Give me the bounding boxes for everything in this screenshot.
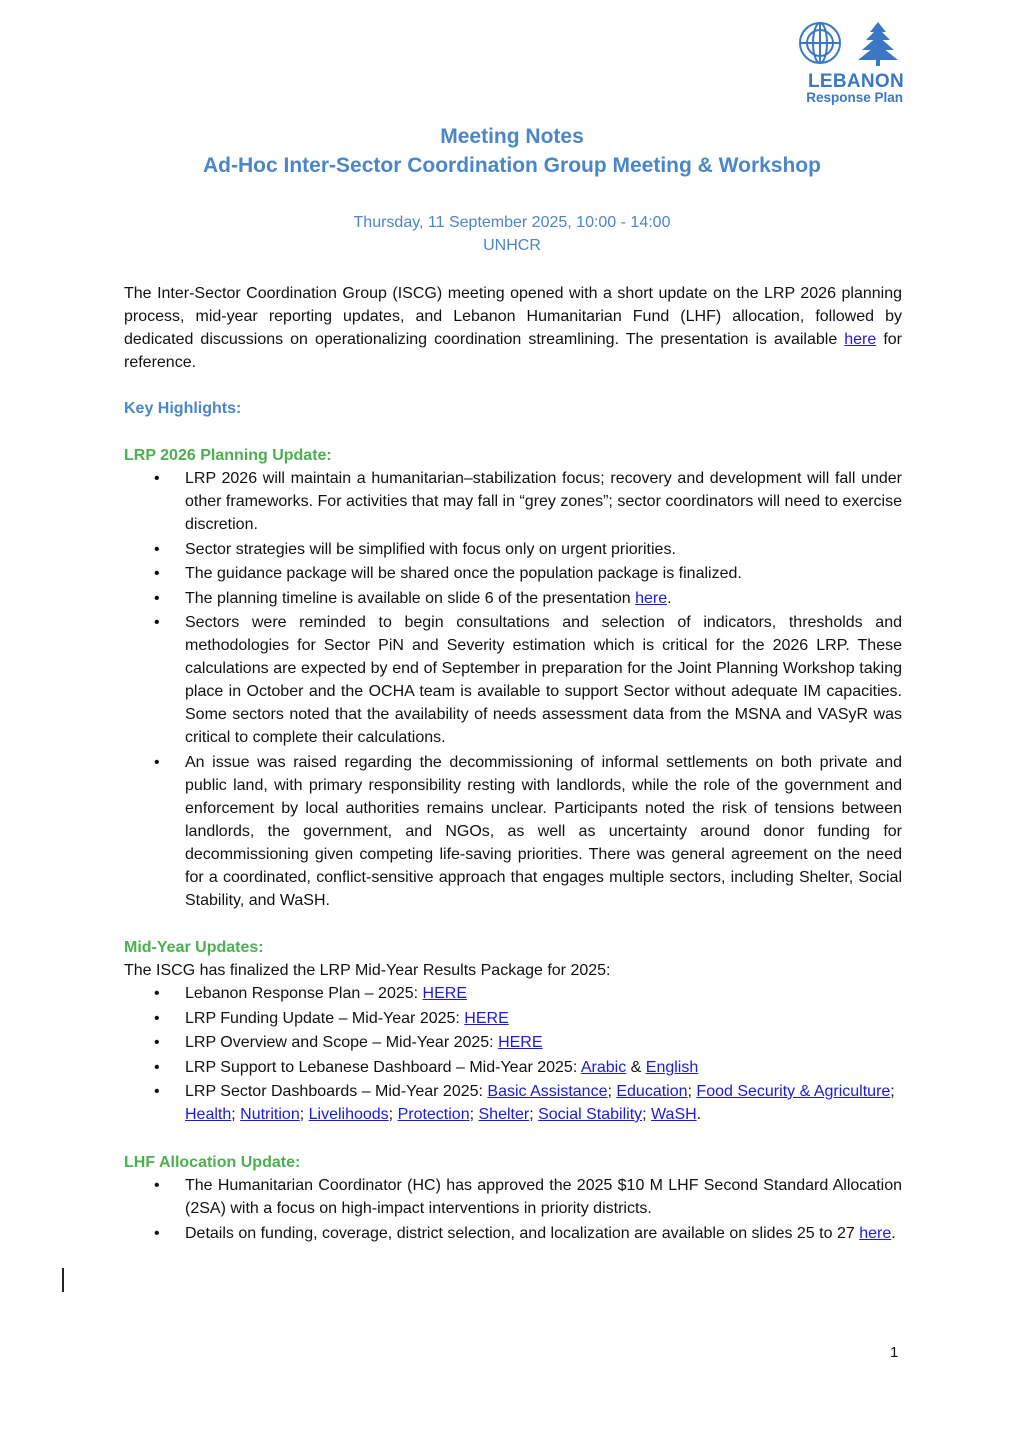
list-item bbox=[124, 1007, 902, 1030]
meeting-date: Thursday, 11 September 2025, 10:00 - 14:00 bbox=[353, 214, 671, 231]
resource-link[interactable]: Basic Assistance bbox=[487, 1083, 608, 1100]
separator: ; bbox=[231, 1106, 241, 1123]
lhf-heading: LHF Allocation Update: bbox=[124, 1154, 301, 1171]
bullet-icon: • bbox=[154, 985, 160, 1002]
lhf-section bbox=[124, 1151, 902, 1246]
resource-link[interactable]: Livelihoods bbox=[308, 1106, 389, 1123]
mid-year-list bbox=[124, 982, 902, 1126]
bullet-icon: • bbox=[154, 1058, 160, 1076]
resource-link[interactable]: English bbox=[645, 1058, 699, 1076]
here-link[interactable]: here bbox=[859, 1224, 892, 1242]
lrp-planning-heading: LRP 2026 Planning Update: bbox=[124, 447, 332, 464]
bullet-icon: • bbox=[154, 1224, 160, 1242]
list-item-text: The guidance package will be shared once the population package is finalized. bbox=[185, 565, 742, 582]
bullet-icon: • bbox=[154, 753, 160, 771]
resource-link[interactable]: Protection bbox=[397, 1106, 470, 1123]
bullet-icon: • bbox=[154, 565, 160, 582]
resource-link[interactable]: Food Security & Agriculture bbox=[696, 1083, 891, 1100]
mid-year-heading: Mid-Year Updates: bbox=[124, 939, 264, 956]
separator: ; bbox=[529, 1106, 539, 1123]
list-item bbox=[124, 611, 902, 749]
list-item-text: An issue was raised regarding the decommissioning of informal settlements on both private and public land, with primary responsibility resting with landlords, while the role of the government and enforcement by local authorities remains unclear. Participants noted the risk of tensions between landlords, the government, and NGOs, as well as uncertainty around donor funding for decommissioning given competing life-saving priorities. There was general agreement on the need for a coordinated, conflict-sensitive approach that engages multiple sectors, including Shelter, Social Stability, and WaSH. bbox=[185, 753, 902, 909]
list-item-label: Lebanon Response Plan – 2025: bbox=[185, 985, 423, 1002]
separator: ; bbox=[687, 1083, 697, 1100]
mid-year-section bbox=[124, 936, 902, 1128]
list-item-text: LRP 2026 will maintain a humanitarian–stabilization focus; recovery and development will fall under other frameworks. For activities that may fall in “grey zones”; sector coordinators will need to exercise discretion. bbox=[185, 470, 902, 533]
mid-year-intro: The ISCG has finalized the LRP Mid-Year Results Package for 2025: bbox=[124, 962, 611, 979]
list-item-text: Sector strategies will be simplified with focus only on urgent priorities. bbox=[185, 540, 676, 558]
list-item bbox=[124, 467, 902, 536]
meeting-location: UNHCR bbox=[483, 237, 541, 254]
resource-link[interactable]: Education bbox=[616, 1083, 688, 1100]
separator: & bbox=[626, 1058, 646, 1076]
separator: ; bbox=[890, 1083, 895, 1100]
lrp-logo bbox=[786, 18, 908, 108]
page-title: Meeting Notes bbox=[440, 125, 584, 148]
list-item bbox=[124, 538, 902, 561]
list-item bbox=[124, 587, 902, 610]
resource-link[interactable]: HERE bbox=[422, 985, 467, 1002]
intro-section bbox=[124, 282, 902, 374]
separator: ; bbox=[299, 1106, 309, 1123]
list-item bbox=[124, 1031, 902, 1054]
lrp-planning-section bbox=[124, 444, 902, 913]
list-item-tail: . bbox=[891, 1224, 896, 1242]
bullet-icon: • bbox=[154, 470, 160, 487]
bullet-icon: • bbox=[154, 1034, 160, 1051]
list-item-label: LRP Funding Update – Mid-Year 2025: bbox=[185, 1009, 465, 1027]
resource-link[interactable]: Social Stability bbox=[538, 1106, 643, 1123]
bullet-icon: • bbox=[154, 589, 160, 607]
resource-link[interactable]: Shelter bbox=[478, 1106, 530, 1123]
resource-link[interactable]: WaSH bbox=[651, 1106, 697, 1123]
resource-link[interactable]: Health bbox=[185, 1106, 232, 1123]
list-item bbox=[124, 751, 902, 912]
list-item-label: LRP Overview and Scope – Mid-Year 2025: bbox=[185, 1034, 499, 1051]
list-item-text: The planning timeline is available on slide 6 of the presentation bbox=[185, 589, 636, 607]
here-link[interactable]: here bbox=[635, 589, 668, 607]
list-item-label: LRP Sector Dashboards – Mid-Year 2025: bbox=[185, 1083, 488, 1100]
list-item bbox=[124, 1222, 902, 1245]
list-item bbox=[124, 1174, 902, 1220]
list-item-tail: . bbox=[696, 1106, 702, 1123]
separator: ; bbox=[469, 1106, 479, 1123]
resource-link[interactable]: Nutrition bbox=[240, 1106, 300, 1123]
separator: ; bbox=[607, 1083, 617, 1100]
cedar-tree-icon bbox=[858, 22, 898, 66]
presentation-link[interactable]: here bbox=[844, 331, 877, 348]
lhf-list bbox=[124, 1174, 902, 1245]
list-item-text: Sectors were reminded to begin consultations and selection of indicators, thresholds and methodologies for Sector PiN and Severity estimation which is critical for the 2026 LRP. These calculations are expected by end of September in preparation for the Joint Planning Workshop taking place in October and the OCHA team is available to support Sector without adequate IM capacities. Some sectors noted that the availability of needs assessment data from the MSNA and VASyR was critical to complete their calculations. bbox=[185, 614, 902, 746]
bullet-icon: • bbox=[154, 1083, 160, 1100]
list-item-tail: . bbox=[667, 589, 672, 607]
list-item bbox=[124, 982, 902, 1005]
un-emblem-icon bbox=[786, 18, 908, 73]
list-item bbox=[124, 562, 902, 585]
list-item bbox=[124, 1056, 902, 1079]
resource-link[interactable]: HERE bbox=[464, 1009, 509, 1027]
separator: ; bbox=[642, 1106, 652, 1123]
lrp-planning-list bbox=[124, 467, 902, 912]
list-item-text: The Humanitarian Coordinator (HC) has approved the 2025 $10 M LHF Second Standard Allocation (2SA) with a focus on high-impact interventions in priority districts. bbox=[185, 1177, 902, 1217]
key-highlights-heading: Key Highlights: bbox=[124, 400, 242, 417]
separator: ; bbox=[388, 1106, 398, 1123]
bullet-icon: • bbox=[154, 540, 160, 558]
text-cursor bbox=[62, 1268, 64, 1292]
resource-link[interactable]: HERE bbox=[498, 1034, 543, 1051]
resource-link[interactable]: Arabic bbox=[580, 1058, 627, 1076]
logo-line1: LEBANON bbox=[807, 71, 904, 92]
list-item-text: Details on funding, coverage, district selection, and localization are available on slides 25 to 27 bbox=[185, 1224, 860, 1242]
page-subtitle: Ad-Hoc Inter-Sector Coordination Group Meeting & Workshop bbox=[203, 154, 821, 177]
page-number: 1 bbox=[890, 1344, 899, 1361]
logo-line2: Response Plan bbox=[806, 90, 903, 105]
list-item bbox=[124, 1080, 902, 1126]
list-item-label: LRP Support to Lebanese Dashboard – Mid-Year 2025: bbox=[185, 1058, 581, 1076]
bullet-icon: • bbox=[154, 614, 160, 631]
bullet-icon: • bbox=[154, 1177, 160, 1194]
intro-paragraph: The Inter-Sector Coordination Group (ISCG) meeting opened with a short update on the LRP 2026 planning process, mid-year reporting updates, and Lebanon Humanitarian Fund (LHF) allocation, followed by dedicated discussions on operationalizing coordination streamlining. The presentation is available here for reference. bbox=[124, 285, 902, 371]
bullet-icon: • bbox=[154, 1009, 160, 1027]
